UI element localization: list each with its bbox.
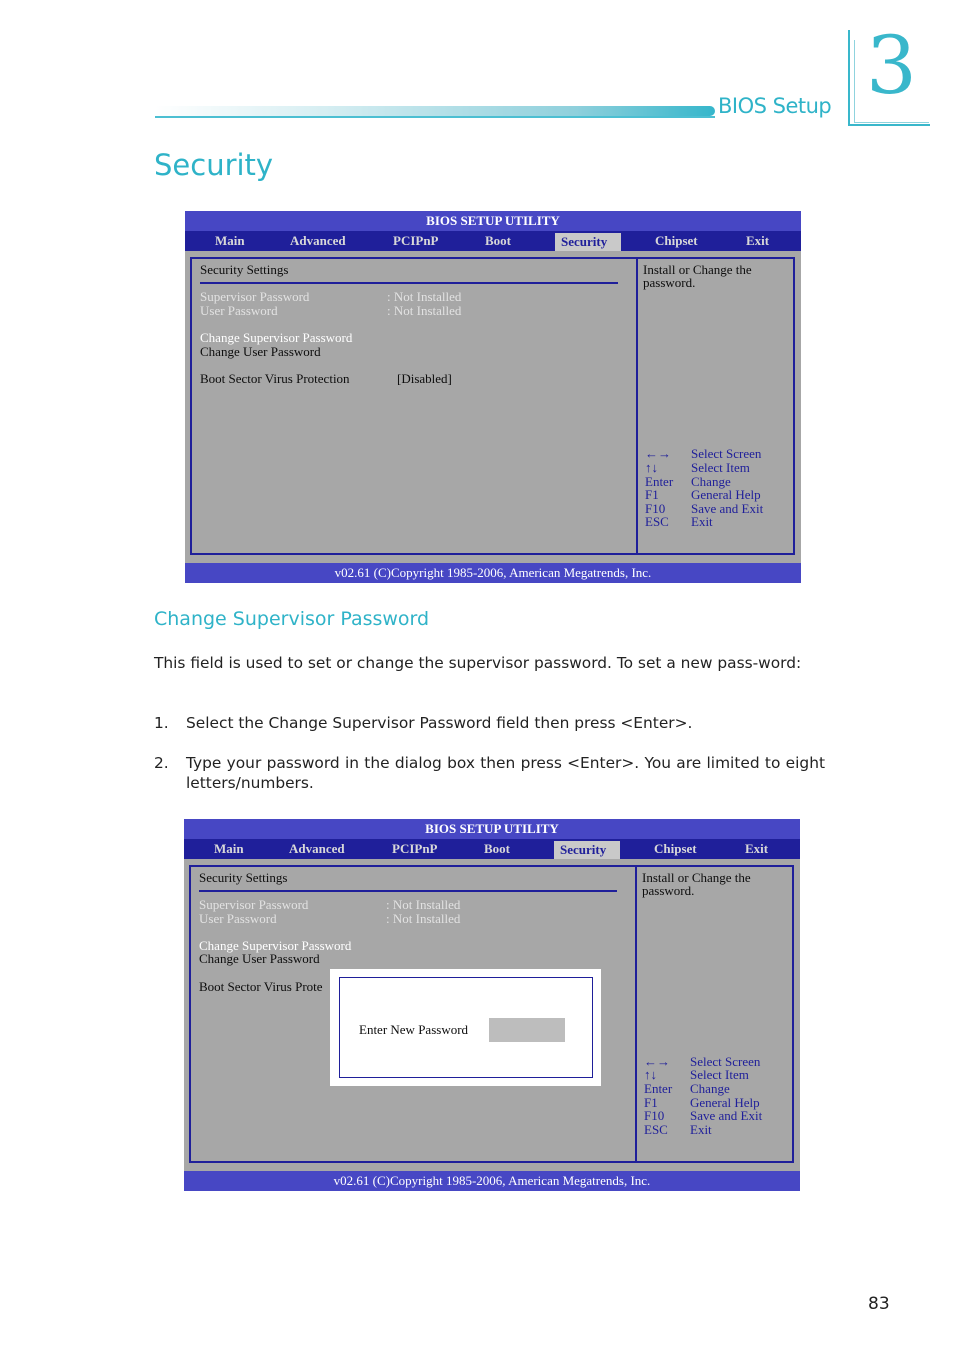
- bios-section-header: Security Settings: [199, 870, 288, 885]
- bios-key-action: Select Item: [691, 460, 750, 475]
- page-number: 83: [868, 1294, 890, 1314]
- bios-option-change-supervisor-password[interactable]: Change Supervisor Password: [200, 330, 353, 345]
- chapter-number: 3: [866, 19, 917, 112]
- bios-tab-exit[interactable]: Exit: [745, 841, 769, 856]
- bios-section-header: Security Settings: [200, 262, 289, 277]
- bios-key: F10: [644, 1108, 665, 1123]
- bios-key: Enter: [645, 474, 674, 489]
- bios-key: F10: [645, 501, 666, 516]
- list-number: 1.: [154, 714, 169, 732]
- bios-section-rule: [199, 890, 617, 892]
- bios-screen-security: [185, 211, 801, 583]
- bios-status-value: : Not Installed: [386, 911, 461, 926]
- bios-key-action: Save and Exit: [690, 1108, 763, 1123]
- bios-key: ↑↓: [645, 460, 658, 475]
- new-password-input[interactable]: [489, 1018, 565, 1042]
- list-text: Select the Change Supervisor Password field then press <Enter>.: [186, 714, 693, 732]
- bios-help-text: Install or Change the password.: [643, 262, 752, 290]
- bios-status-label: User Password: [199, 911, 277, 926]
- bios-status-label: User Password: [200, 303, 278, 318]
- bios-section-rule: [200, 282, 618, 284]
- bios-tab-advanced[interactable]: Advanced: [289, 841, 345, 856]
- bios-key-action: Save and Exit: [691, 501, 764, 516]
- bios-status-label: Supervisor Password: [199, 897, 309, 912]
- header-gradient-bar: [155, 106, 715, 116]
- bios-key-action: General Help: [691, 487, 761, 502]
- bios-tab-security[interactable]: Security: [555, 233, 621, 251]
- bios-tab-exit[interactable]: Exit: [746, 233, 770, 248]
- bios-title: BIOS SETUP UTILITY: [185, 211, 801, 231]
- section-heading: Change Supervisor Password: [154, 608, 430, 630]
- bios-tab-main[interactable]: Main: [215, 233, 245, 248]
- bios-tab-pcipnp[interactable]: PCIPnP: [393, 233, 439, 248]
- header-rule: [155, 116, 715, 118]
- bios-key: ESC: [645, 514, 669, 529]
- bios-key-action: General Help: [690, 1095, 760, 1110]
- bios-key-action: Exit: [691, 514, 713, 529]
- bios-status-value: : Not Installed: [387, 289, 462, 304]
- bios-option-value[interactable]: [Disabled]: [397, 371, 452, 386]
- bios-key-action: Select Screen: [691, 446, 762, 461]
- bios-screen-password-dialog: [184, 819, 800, 1191]
- bios-help-text: Install or Change the password.: [642, 870, 751, 898]
- password-dialog-panel: [339, 977, 593, 1078]
- bios-tab-boot[interactable]: Boot: [484, 841, 510, 856]
- bios-option-change-user-password[interactable]: Change User Password: [200, 344, 321, 359]
- list-text: Type your password in the dialog box then press <Enter>. You are limited to eight letters/numbers.: [186, 754, 825, 792]
- body-paragraph: This field is used to set or change the supervisor password. To set a new pass-word:: [154, 654, 802, 672]
- bios-tab-boot[interactable]: Boot: [485, 233, 511, 248]
- bios-key: ↑↓: [644, 1067, 657, 1082]
- bios-key: Enter: [644, 1081, 673, 1096]
- bios-option-change-user-password[interactable]: Change User Password: [199, 951, 320, 966]
- bios-divider: [635, 865, 637, 1163]
- bios-key-action: Select Screen: [690, 1054, 761, 1069]
- bios-footer: v02.61 (C)Copyright 1985-2006, American Megatrends, Inc.: [184, 1171, 800, 1191]
- header-section-title: BIOS Setup: [718, 94, 832, 118]
- bios-key-action: Exit: [690, 1122, 712, 1137]
- bios-divider: [636, 257, 638, 555]
- bios-status-value: : Not Installed: [387, 303, 462, 318]
- bios-status-value: : Not Installed: [386, 897, 461, 912]
- bios-tab-pcipnp[interactable]: PCIPnP: [392, 841, 438, 856]
- bios-option-boot-sector-virus-protection[interactable]: Boot Sector Virus Protection: [200, 371, 350, 386]
- bios-key-action: Change: [691, 474, 731, 489]
- bios-option-change-supervisor-password[interactable]: Change Supervisor Password: [199, 938, 352, 953]
- bios-tab-chipset[interactable]: Chipset: [655, 233, 698, 248]
- bios-tab-main[interactable]: Main: [214, 841, 244, 856]
- bios-key-action: Change: [690, 1081, 730, 1096]
- bios-title: BIOS SETUP UTILITY: [184, 819, 800, 839]
- bios-menu-bar: [184, 839, 800, 859]
- bios-key-action: Select Item: [690, 1067, 749, 1082]
- bios-key: F1: [645, 487, 659, 502]
- page-title: Security: [154, 148, 274, 182]
- bios-tab-security[interactable]: Security: [554, 841, 620, 859]
- bios-key: ←→: [644, 1054, 670, 1069]
- bios-key: ESC: [644, 1122, 668, 1137]
- bios-tab-advanced[interactable]: Advanced: [290, 233, 346, 248]
- bios-menu-bar: [185, 231, 801, 251]
- bios-tab-chipset[interactable]: Chipset: [654, 841, 697, 856]
- bios-key: F1: [644, 1095, 658, 1110]
- bios-key: ←→: [645, 446, 671, 461]
- password-dialog-label: Enter New Password: [359, 1022, 469, 1037]
- bios-status-label: Supervisor Password: [200, 289, 310, 304]
- list-number: 2.: [154, 754, 169, 772]
- password-dialog: [330, 969, 601, 1086]
- bios-option-boot-sector-virus-protection[interactable]: Boot Sector Virus Prote: [199, 979, 323, 994]
- bios-footer: v02.61 (C)Copyright 1985-2006, American Megatrends, Inc.: [185, 563, 801, 583]
